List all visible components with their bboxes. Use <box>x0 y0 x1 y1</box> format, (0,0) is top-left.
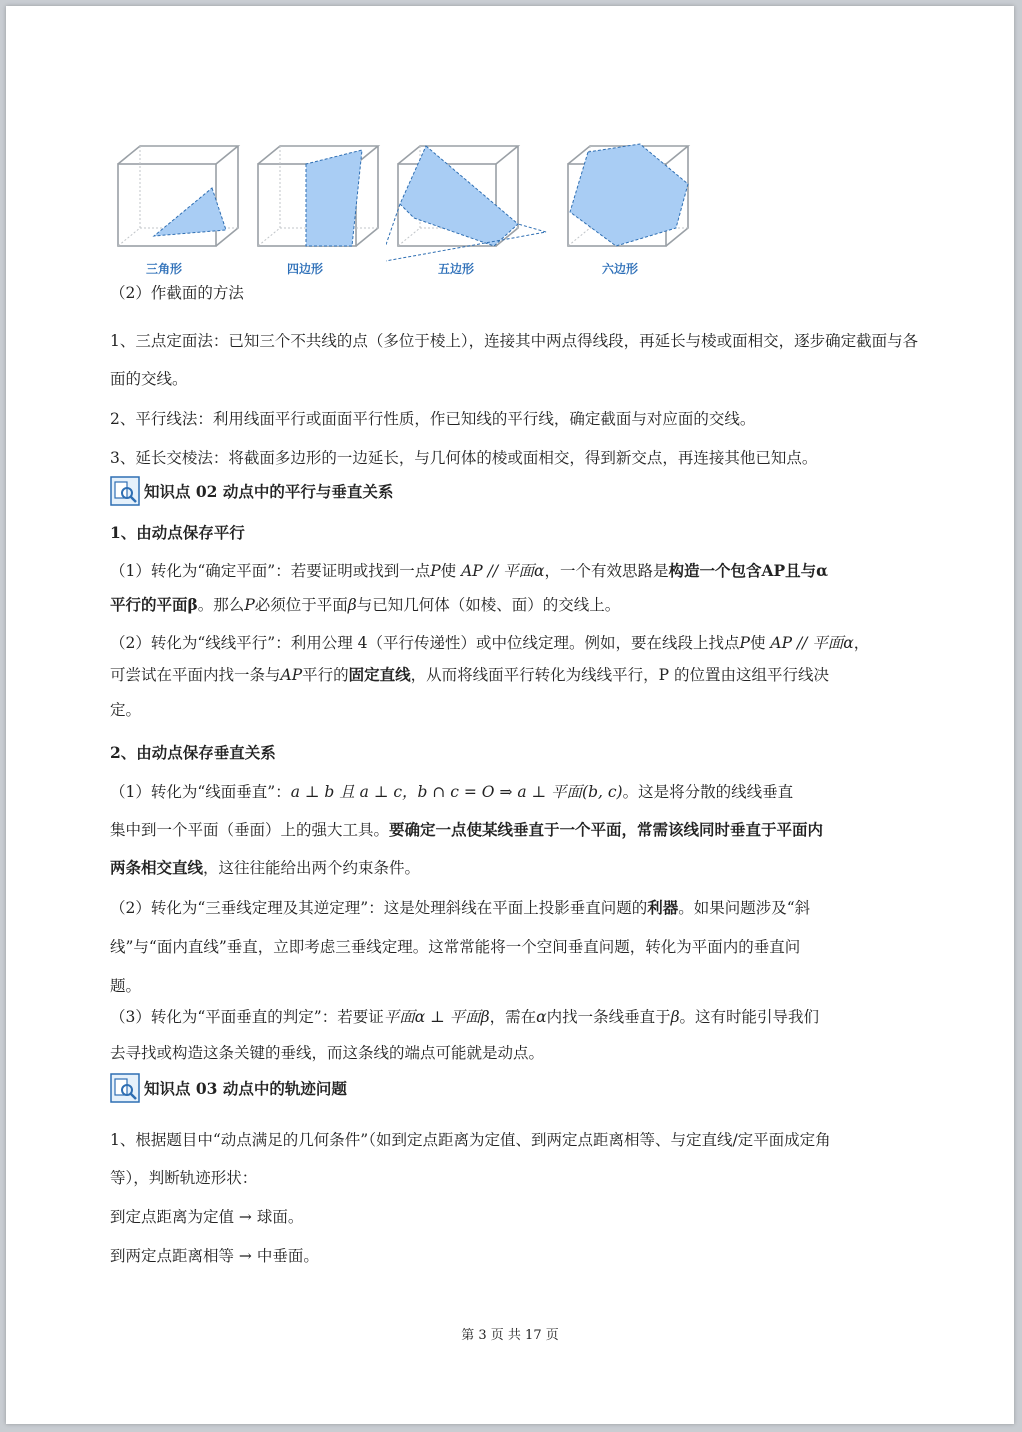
cube-triangle-section <box>106 134 246 259</box>
method-item-2: 2、平行线法：利用线面平行或面面平行性质，作已知线的平行线，确定截面与对应面的交线。 <box>110 410 756 428</box>
method-item-3: 3、延长交棱法：将截面多边形的一边延长，与几何体的棱或面相交，得到新交点，再连接其他已知点。 <box>110 449 818 467</box>
caption-hexagon: 六边形 <box>602 262 639 276</box>
method-heading: （2）作截面的方法 <box>110 284 244 302</box>
kp03-list-item-1: 到定点距离为定值 → 球面。 <box>110 1208 304 1226</box>
kp02-para3-line3: 两条相交直线，这往往能给出两个约束条件。 <box>110 858 421 877</box>
cross-section-figures <box>106 134 706 284</box>
cube-pentagon-section <box>386 134 556 264</box>
kp02-para2-line2: 可尝试在平面内找一条与AP平行的固定直线，从而将线面平行转化为线线平行，P 的位置由这组平行线决 <box>110 665 830 684</box>
kp03-heading <box>110 1072 347 1104</box>
knowledge-point-icon <box>110 1073 140 1103</box>
kp02-heading <box>110 475 393 507</box>
kp02-para1-line1: （1）转化为“确定平面”：若要证明或找到一点P使 AP // 平面α，一个有效思路是构造一个包含AP且与α <box>110 561 829 580</box>
kp02-para4-line2: 线”与“面内直线”垂直，立即考虑三垂线定理。这常常能将一个空间垂直问题，转化为平面内的垂直问 <box>110 938 801 956</box>
document-page <box>6 6 1014 1424</box>
caption-triangle: 三角形 <box>146 262 183 276</box>
kp02-para2-line3: 定。 <box>110 701 142 719</box>
kp03-para1-line1: 1、根据题目中“动点满足的几何条件”（如到定点距离为定值、到两定点距离相等、与定直线/定平面成定角 <box>110 1131 831 1149</box>
kp02-para3-line1: （1）转化为“线面垂直”：a ⊥ b 且 a ⊥ c，b ∩ c = O ⇒ a ⊥ 平面(b, c)。这是将分散的线线垂直 <box>110 783 794 801</box>
caption-quadrilateral: 四边形 <box>287 262 324 276</box>
kp02-para5-line1: （3）转化为“平面垂直的判定”：若要证平面α ⊥ 平面β，需在α内找一条线垂直于β。这有时能引导我们 <box>110 1008 820 1026</box>
kp02-para1-line2: 平行的平面β。那么P必须位于平面β与已知几何体（如棱、面）的交线上。 <box>110 595 621 614</box>
kp02-para5-line2: 去寻找或构造这条关键的垂线，而这条线的端点可能就是动点。 <box>110 1044 545 1062</box>
kp03-list-item-2: 到两定点距离相等 → 中垂面。 <box>110 1247 319 1265</box>
caption-pentagon: 五边形 <box>438 262 475 276</box>
kp02-para2-line1: （2）转化为“线线平行”：利用公理 4（平行传递性）或中位线定理。例如，要在线段上找点P使 AP // 平面α， <box>110 634 870 652</box>
cube-quadrilateral-section <box>246 134 386 259</box>
kp03-para1-line2: 等），判断轨迹形状： <box>110 1169 258 1187</box>
kp03-title: 知识点 03 动点中的轨迹问题 <box>144 1079 347 1098</box>
method-item-1: 1、三点定面法：已知三个不共线的点（多位于棱上），连接其中两点得线段，再延长与棱或面相交，逐步确定截面与各面的交线。 <box>110 332 919 388</box>
kp02-para3-line2: 集中到一个平面（垂面）上的强大工具。要确定一点使某线垂直于一个平面，常需该线同时垂直于平面内 <box>110 820 824 839</box>
kp02-para4-line3: 题。 <box>110 977 142 995</box>
knowledge-point-icon <box>110 476 140 506</box>
page-footer: 第 3 页 共 17 页 <box>461 1328 559 1343</box>
kp02-para4-line1: （2）转化为“三垂线定理及其逆定理”：这是处理斜线在平面上投影垂直问题的利器。如果问题涉及“斜 <box>110 898 811 917</box>
kp02-title: 知识点 02 动点中的平行与垂直关系 <box>144 482 394 501</box>
cube-hexagon-section <box>556 134 706 259</box>
kp02-subheading-perpendicular: 2、由动点保存垂直关系 <box>110 743 276 762</box>
kp02-subheading-parallel: 1、由动点保存平行 <box>110 523 245 542</box>
